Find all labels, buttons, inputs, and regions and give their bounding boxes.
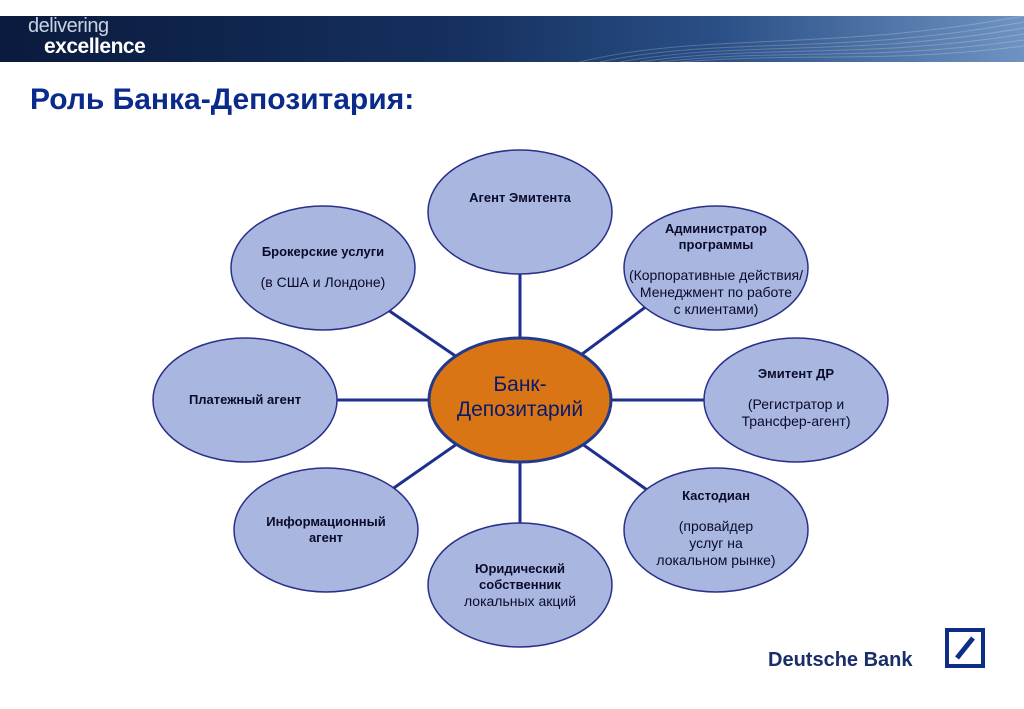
node-dr-issuer-label [706,366,886,430]
brand-tagline-delivering: delivering [28,16,109,37]
center-label-line2: Депозитарий [456,398,584,421]
node-legal-owner-label [430,561,610,610]
node-title: Кастодиан [682,488,750,503]
node-title: Администратор [665,221,767,236]
page-title: Роль Банка-Депозитария: [30,83,415,116]
company-name: Deutsche Bank [768,649,913,671]
node-description: Трансфер-агент) [741,413,851,429]
node-title: Платежный агент [188,392,302,407]
node-payment-agent-label [155,392,335,408]
node-title: Информационный [266,514,386,529]
node-description: с клиентами) [673,301,759,317]
brand-tagline-excellence: excellence [44,35,146,58]
node-brokerage-label [233,244,413,291]
node-title: Эмитент ДР [757,366,835,381]
node-description: локальных акций [463,593,577,609]
node-title: программы [678,237,754,252]
node-issuer-agent [428,150,612,274]
node-description: (Корпоративные действия/ [628,267,804,283]
node-title: Юридический [475,561,565,576]
center-label [430,372,610,422]
node-custodian-label [616,488,816,569]
node-title: агент [308,530,344,545]
node-description: (в США и Лондоне) [260,274,386,290]
node-description: (Регистратор и [747,396,845,412]
node-info-agent-label [236,514,416,546]
deutsche-bank-logo-icon [945,628,985,668]
node-program-admin-label [606,221,826,318]
node-title: Агент Эмитента [469,190,571,205]
node-issuer-agent-label [430,190,610,206]
node-description: услуг на [689,535,743,551]
node-description: Менеджмент по работе [639,284,793,300]
node-description: локальном рынке) [656,552,776,568]
center-label-line1: Банк- [493,373,547,396]
node-description: (провайдер [678,518,754,534]
node-title: собственник [479,577,561,592]
node-title: Брокерские услуги [261,244,385,259]
